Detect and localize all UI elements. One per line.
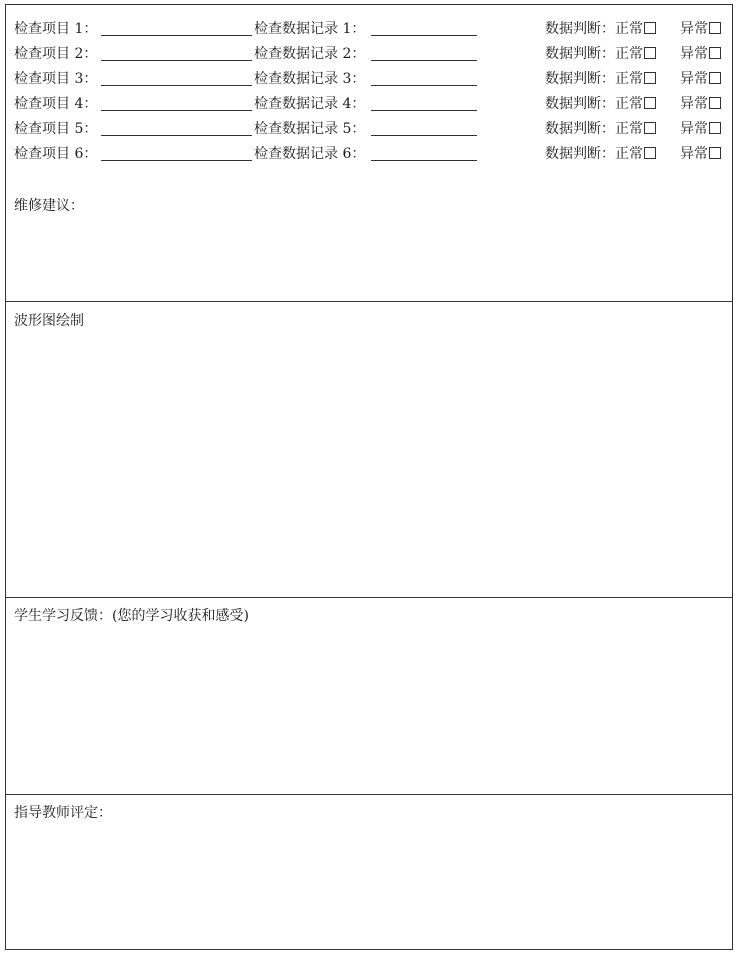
- judgement-abnormal-option: [680, 19, 721, 39]
- teacher-evaluation-area[interactable]: [6, 794, 732, 950]
- repair-suggestion-label: 维修建议：: [14, 198, 84, 214]
- judgement-abnormal-label: 异常: [680, 71, 708, 87]
- check-item-label: 检查项目 6：: [14, 146, 98, 162]
- check-item-label: 检查项目 4：: [14, 96, 98, 112]
- worksheet-form: [5, 4, 733, 950]
- data-record-blank[interactable]: [371, 69, 477, 86]
- student-feedback-label: 学生学习反馈：(您的学习收获和感受): [14, 608, 249, 624]
- judgement-abnormal-label: 异常: [680, 96, 708, 112]
- judgement-abnormal-label: 异常: [680, 46, 708, 62]
- judgement-normal-option: [545, 144, 656, 164]
- check-section: [6, 5, 732, 301]
- normal-checkbox[interactable]: [644, 147, 656, 159]
- check-rows: [14, 19, 724, 169]
- judgement-abnormal-option: [680, 94, 721, 114]
- data-record-label: 检查数据记录 5：: [254, 121, 366, 137]
- data-record-blank[interactable]: [371, 144, 477, 161]
- normal-checkbox[interactable]: [644, 122, 656, 134]
- judgement-normal-option: [545, 69, 656, 89]
- check-row: [14, 119, 724, 144]
- waveform-label: 波形图绘制: [14, 313, 84, 329]
- data-record-label: 检查数据记录 3：: [254, 71, 366, 87]
- check-item-label: 检查项目 5：: [14, 121, 98, 137]
- abnormal-checkbox[interactable]: [709, 97, 721, 109]
- judgement-abnormal-label: 异常: [680, 146, 708, 162]
- check-row: [14, 44, 724, 69]
- normal-checkbox[interactable]: [644, 97, 656, 109]
- judgement-abnormal-option: [680, 119, 721, 139]
- check-item-blank[interactable]: [101, 44, 252, 61]
- check-item-blank[interactable]: [101, 144, 252, 161]
- data-record-label: 检查数据记录 1：: [254, 21, 366, 37]
- data-record-blank[interactable]: [371, 94, 477, 111]
- check-row: [14, 69, 724, 94]
- data-record-blank[interactable]: [371, 44, 477, 61]
- check-item-label: 检查项目 3：: [14, 71, 98, 87]
- normal-checkbox[interactable]: [644, 47, 656, 59]
- abnormal-checkbox[interactable]: [709, 22, 721, 34]
- judgement-normal-label: 数据判断：正常: [545, 96, 643, 112]
- abnormal-checkbox[interactable]: [709, 147, 721, 159]
- judgement-normal-option: [545, 119, 656, 139]
- abnormal-checkbox[interactable]: [709, 122, 721, 134]
- judgement-normal-option: [545, 44, 656, 64]
- judgement-normal-label: 数据判断：正常: [545, 21, 643, 37]
- teacher-evaluation-label: 指导教师评定：: [14, 805, 112, 821]
- check-item-label: 检查项目 2：: [14, 46, 98, 62]
- abnormal-checkbox[interactable]: [709, 47, 721, 59]
- data-record-label: 检查数据记录 4：: [254, 96, 366, 112]
- judgement-normal-label: 数据判断：正常: [545, 71, 643, 87]
- judgement-abnormal-label: 异常: [680, 21, 708, 37]
- check-item-blank[interactable]: [101, 69, 252, 86]
- waveform-drawing-area[interactable]: [6, 301, 732, 598]
- check-row: [14, 19, 724, 44]
- judgement-normal-label: 数据判断：正常: [545, 121, 643, 137]
- judgement-normal-option: [545, 94, 656, 114]
- normal-checkbox[interactable]: [644, 22, 656, 34]
- judgement-abnormal-label: 异常: [680, 121, 708, 137]
- judgement-abnormal-option: [680, 144, 721, 164]
- check-row: [14, 94, 724, 119]
- abnormal-checkbox[interactable]: [709, 72, 721, 84]
- normal-checkbox[interactable]: [644, 72, 656, 84]
- check-row: [14, 144, 724, 169]
- data-record-blank[interactable]: [371, 19, 477, 36]
- check-item-blank[interactable]: [101, 94, 252, 111]
- data-record-label: 检查数据记录 2：: [254, 46, 366, 62]
- data-record-blank[interactable]: [371, 119, 477, 136]
- judgement-abnormal-option: [680, 69, 721, 89]
- judgement-abnormal-option: [680, 44, 721, 64]
- check-item-blank[interactable]: [101, 19, 252, 36]
- check-item-blank[interactable]: [101, 119, 252, 136]
- judgement-normal-option: [545, 19, 656, 39]
- judgement-normal-label: 数据判断：正常: [545, 46, 643, 62]
- data-record-label: 检查数据记录 6：: [254, 146, 366, 162]
- judgement-normal-label: 数据判断：正常: [545, 146, 643, 162]
- student-feedback-area[interactable]: [6, 597, 732, 795]
- check-item-label: 检查项目 1：: [14, 21, 98, 37]
